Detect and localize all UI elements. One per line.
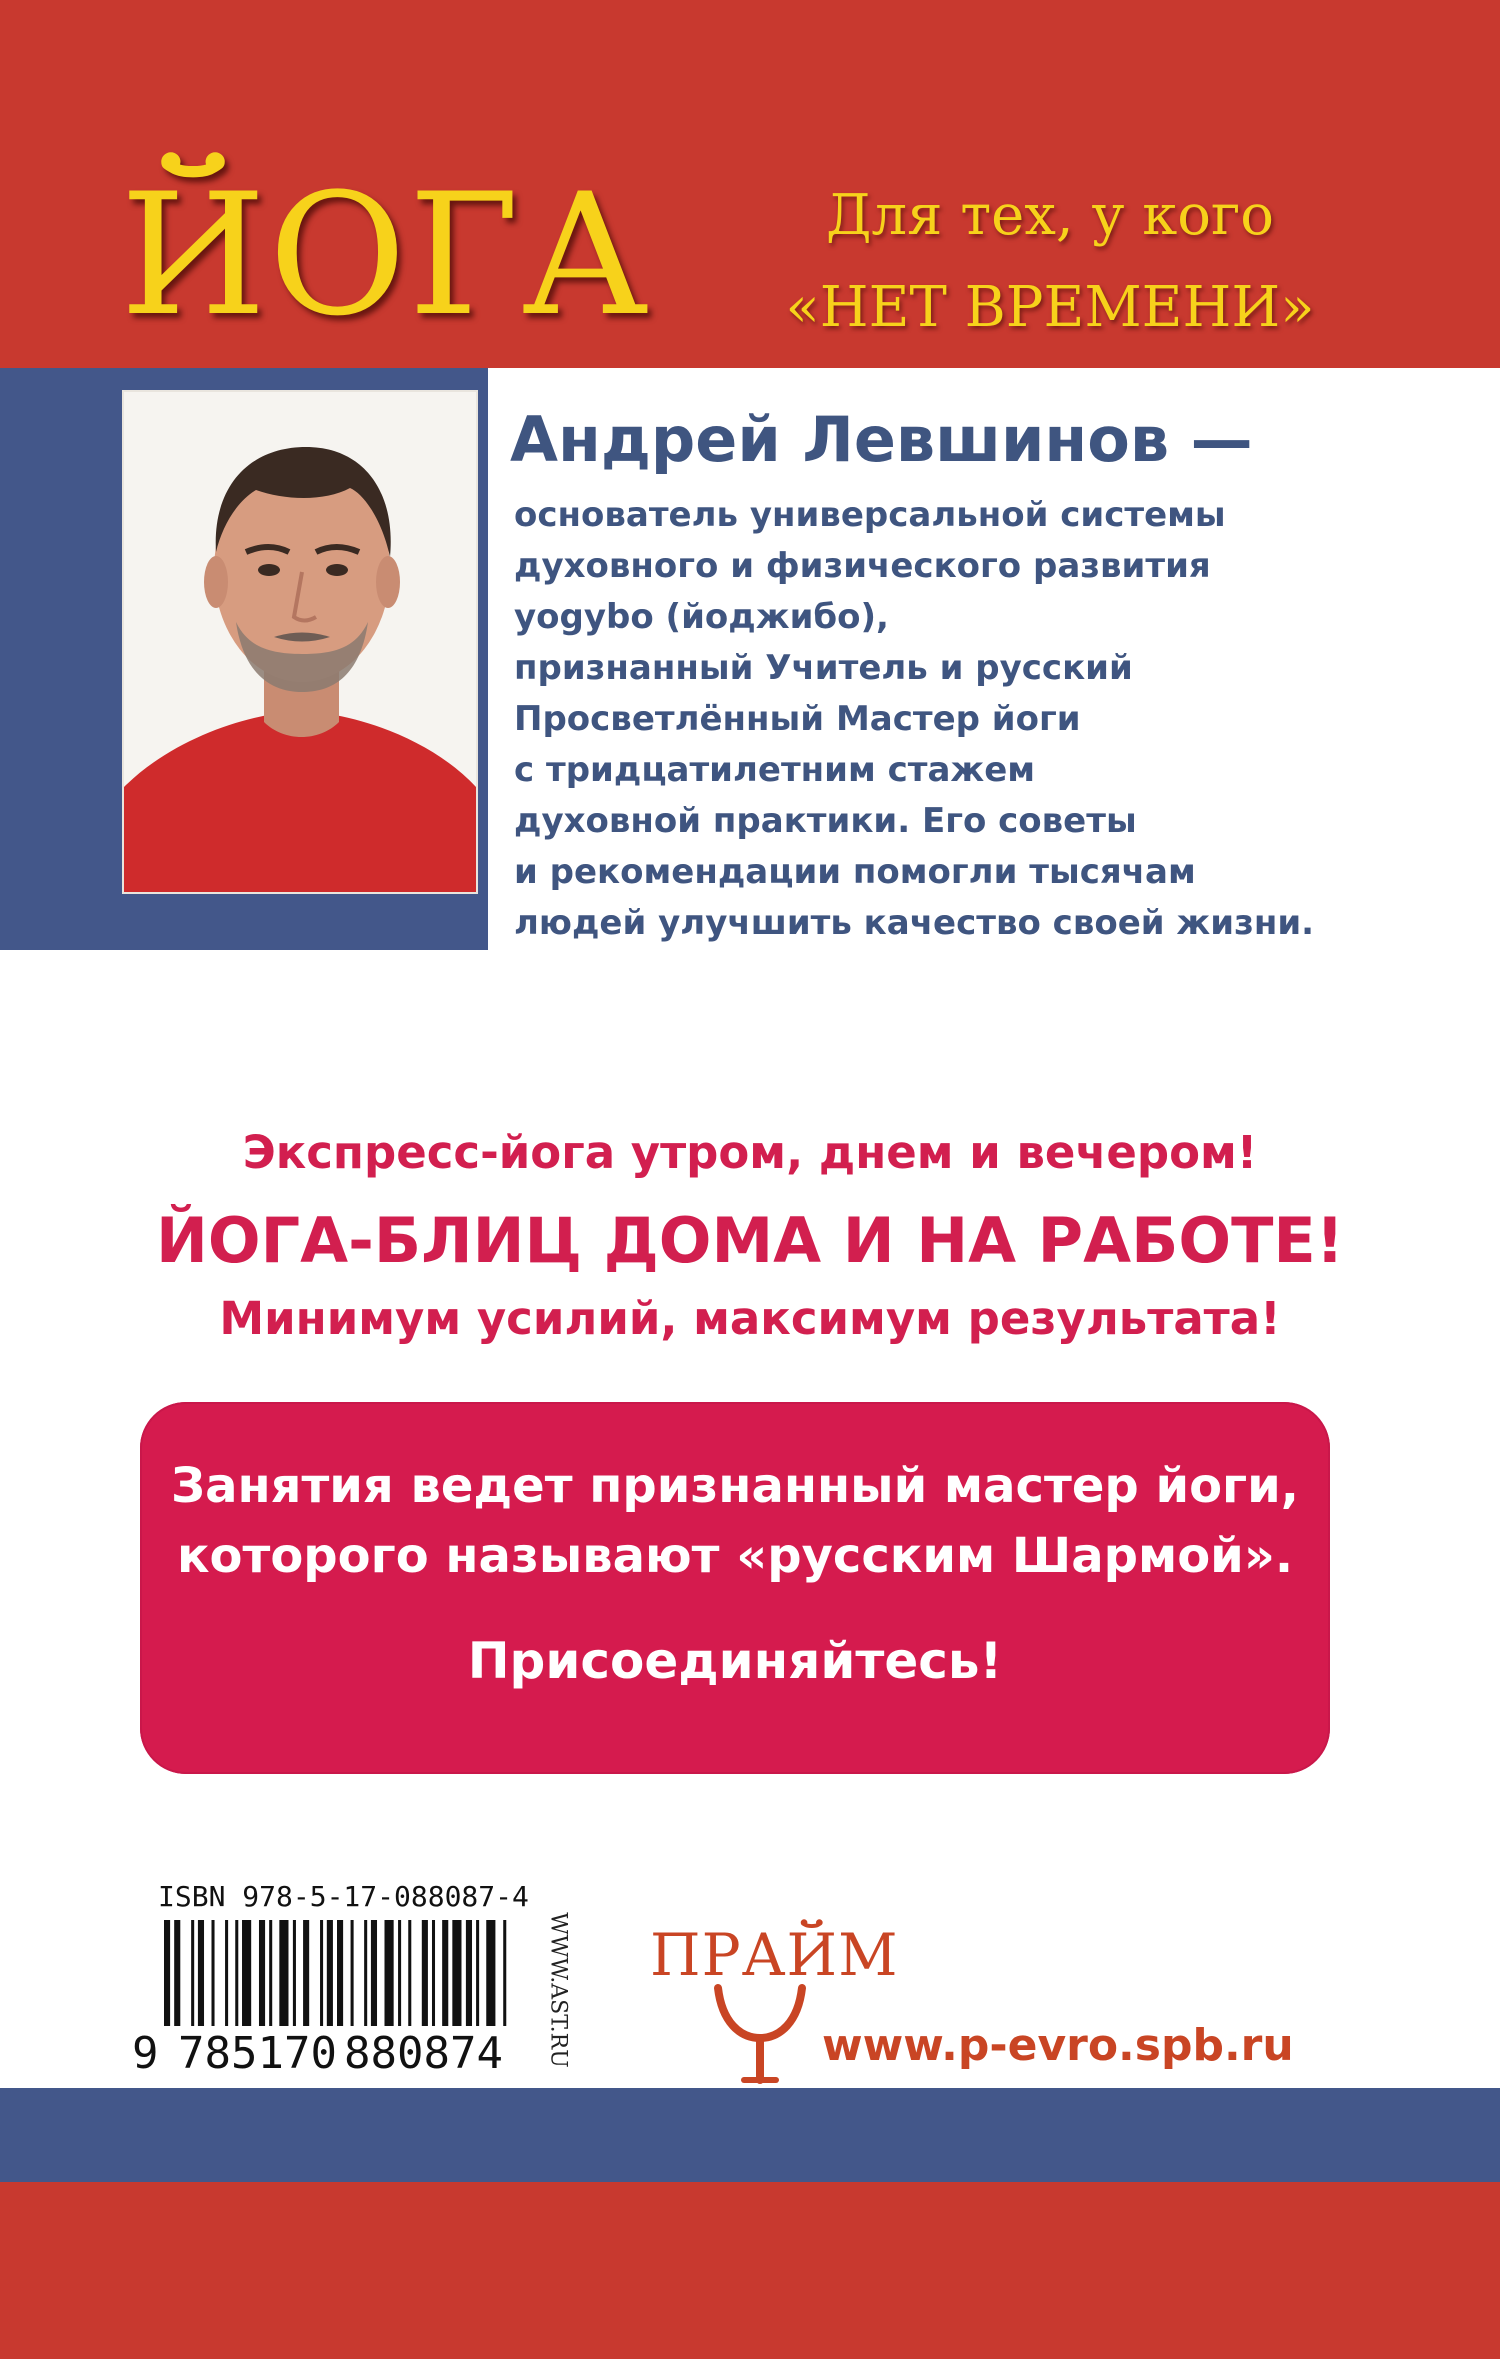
barcode-digits [132, 2026, 532, 2082]
barcode-bar [466, 1920, 472, 2028]
book-tagline [700, 170, 1400, 354]
publisher-logo-icon [700, 1980, 820, 2090]
publisher-name: ПРАЙМ [650, 1921, 899, 1989]
barcode-digit-prefix: 9 [132, 2028, 159, 2079]
callout-join: Присоединяйтесь! [467, 1632, 1003, 1690]
ast-website [538, 1890, 578, 2090]
barcode-bar [398, 1920, 401, 2028]
bio-line: основатель универсальной системы [514, 495, 1226, 535]
barcode-bar [452, 1920, 461, 2028]
tagline-line-2: «НЕТ ВРЕМЕНИ» [785, 275, 1315, 340]
barcode-bar [351, 1920, 354, 2028]
bio-line: и рекомендации помогли тысячам [514, 852, 1196, 892]
barcode-bar [259, 1920, 265, 2028]
barcode-bar [442, 1920, 448, 2028]
promo-headline: ЙОГА-БЛИЦ ДОМА И НА РАБОТЕ! [156, 1204, 1344, 1277]
bio-line: с тридцатилетним стажем [514, 750, 1036, 790]
bio-line: yogybo (йоджибо), [514, 597, 889, 637]
barcode-bar [432, 1920, 435, 2028]
author-bio [514, 490, 1474, 949]
barcode-bar [225, 1920, 228, 2028]
barcode-bar [242, 1920, 251, 2028]
barcode-bar [279, 1920, 288, 2028]
barcode-bar [303, 1920, 309, 2028]
author-name: Андрей Левшинов — [510, 403, 1253, 476]
promo-line-1: Экспресс-йога утром, днем и вечером! [242, 1126, 1258, 1179]
callout-line-1: Занятия ведет признанный мастер йоги, [171, 1458, 1299, 1514]
bio-line: духовного и физического развития [514, 546, 1211, 586]
barcode-bar [269, 1920, 272, 2028]
bio-line: Просветлённый Мастер йоги [514, 699, 1081, 739]
publisher-website: www.p-evro.spb.ru [822, 2020, 1294, 2071]
barcode-bar [371, 1920, 377, 2028]
ast-website-text: WWW.AST.RU [545, 1912, 571, 2068]
barcode-bar [191, 1920, 194, 2028]
barcode-bar [293, 1920, 296, 2028]
callout-line-2: которого называют «русским Шармой». [176, 1528, 1294, 1584]
book-title: ЙОГА [120, 157, 651, 353]
barcode-bar [476, 1920, 479, 2028]
tagline-line-1: Для тех, у кого [825, 183, 1275, 248]
barcode-digit-group-2: 880874 [344, 2028, 503, 2079]
bottom-blue-band [0, 2088, 1500, 2182]
callout-box [140, 1402, 1330, 1774]
barcode-bar [198, 1920, 204, 2028]
barcode-bar [327, 1920, 333, 2028]
barcode-bar [422, 1920, 428, 2028]
author-photo [122, 390, 478, 894]
barcode-bar [320, 1920, 323, 2028]
promo-line-3: Минимум усилий, максимум результата! [219, 1292, 1281, 1345]
bio-line: признанный Учитель и русский [514, 648, 1133, 688]
barcode-bar [384, 1920, 393, 2028]
barcode-bar [211, 1920, 214, 2028]
barcode-bar [408, 1920, 411, 2028]
isbn-number: ISBN 978-5-17-088087-4 [158, 1880, 529, 1913]
bottom-red-band [0, 2182, 1500, 2359]
barcode-bar [364, 1920, 367, 2028]
bio-line: духовной практики. Его советы [514, 801, 1137, 841]
bio-line: людей улучшить качество своей жизни. [514, 903, 1315, 943]
barcode-digit-group-1: 785170 [178, 2028, 337, 2079]
barcode-bar [235, 1920, 238, 2028]
